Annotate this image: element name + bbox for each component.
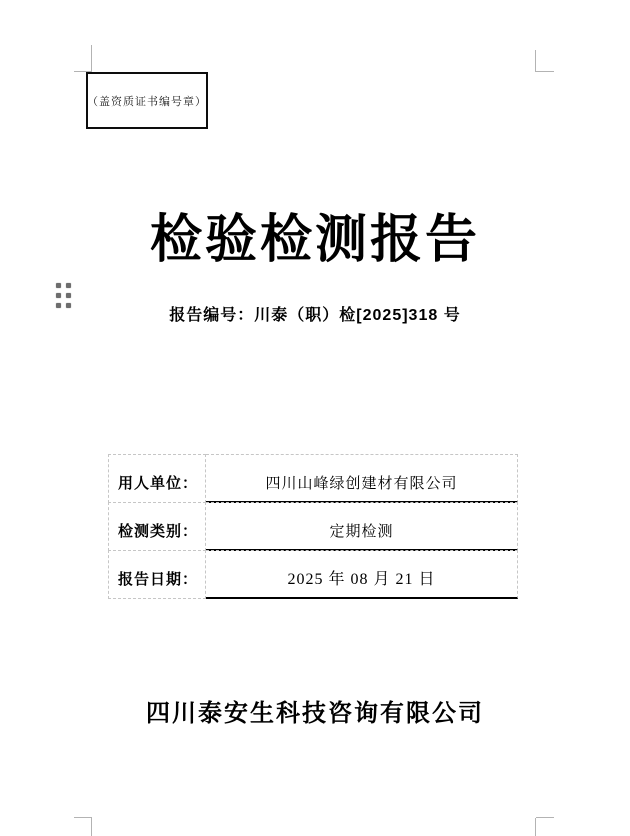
- test-category-label: 检测类别：: [108, 502, 206, 551]
- issuing-company-name: 四川泰安生科技咨询有限公司: [146, 701, 484, 727]
- report-date-value: 2025 年 08 月 21 日: [206, 550, 518, 599]
- grip-dot: [56, 293, 61, 298]
- employer-value: 四川山峰绿创建材有限公司: [206, 454, 518, 503]
- grip-dot: [56, 283, 61, 288]
- document-title: 检验检测报告: [149, 212, 480, 269]
- report-number-line: 报告编号：川泰（职）检[2025]318 号: [169, 307, 461, 324]
- stamp-placeholder-label: （盖资质证书编号章）: [87, 95, 207, 108]
- test-category-value: 定期检测: [206, 502, 518, 551]
- table-row-test-category: [108, 502, 518, 551]
- info-table: [108, 454, 518, 599]
- table-row-employer: [108, 454, 518, 503]
- table-row-report-date: [108, 550, 518, 599]
- employer-label: 用人单位：: [108, 454, 206, 503]
- stamp-placeholder-box: [86, 72, 208, 129]
- grip-dot: [66, 293, 71, 298]
- grip-dot: [66, 283, 71, 288]
- report-date-label: 报告日期：: [108, 550, 206, 599]
